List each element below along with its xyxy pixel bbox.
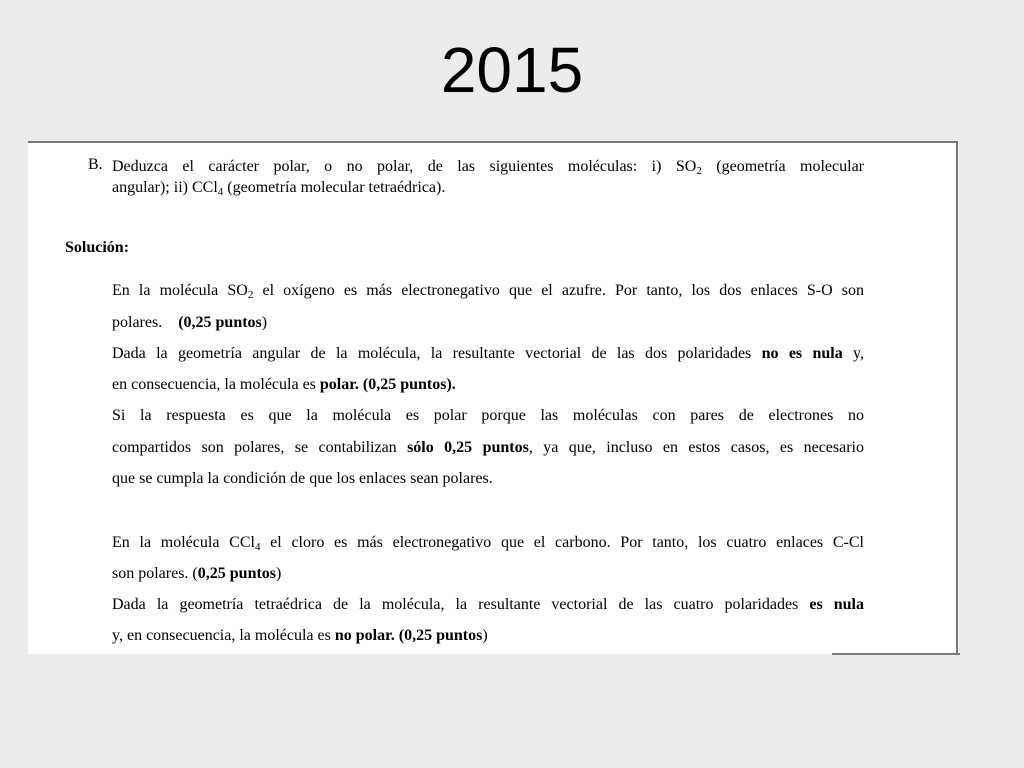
- document-border-fragment: [832, 653, 960, 655]
- so2-line-6: compartidos son polares, se contabilizan sólo 0,25 puntos, ya que, incluso en estos casos, es necesario: [112, 439, 865, 456]
- ccl4-line-3: Dada la geometría tetraédrica de la molécula, la resultante vectorial de las cuatro polaridades es nula: [112, 596, 864, 613]
- question-label: B.: [88, 156, 103, 173]
- solution-heading: Solución:: [65, 239, 130, 256]
- ccl4-line-2: son polares. (0,25 puntos): [112, 565, 282, 582]
- document-excerpt: [28, 141, 958, 654]
- so2-line-5: Si la respuesta es que la molécula es polar porque las moléculas con pares de electrones no: [112, 407, 864, 424]
- so2-line-4: en consecuencia, la molécula es polar. (0,25 puntos).: [112, 376, 456, 393]
- question-line-2: angular); ii) CCl$_4$ (geometría molecular tetraédrica).: [112, 179, 446, 198]
- question-line-1: Deduzca el carácter polar, o no polar, de las siguientes moléculas: i) $SO_2$ (geometría molecular: [112, 158, 864, 177]
- slide-title: 2015: [440, 34, 584, 106]
- so2-line-3: Dada la geometría angular de la molécula, la resultante vectorial de las dos polaridades no es nula y,: [112, 345, 865, 362]
- so2-line-2: polares. (0,25 puntos): [112, 314, 268, 331]
- ccl4-line-1: En la molécula CCl$_4$ el cloro es más electronegativo que el carbono. Por tanto, los cuatro enlaces C-Cl: [112, 534, 864, 553]
- ccl4-line-4: y, en consecuencia, la molécula es no polar. (0,25 puntos): [112, 627, 488, 644]
- so2-line-1: En la molécula $SO_2$ el oxígeno es más electronegativo que el azufre. Por tanto, los dos enlaces S-O son: [112, 282, 864, 301]
- so2-line-7: que se cumpla la condición de que los enlaces sean polares.: [112, 470, 493, 487]
